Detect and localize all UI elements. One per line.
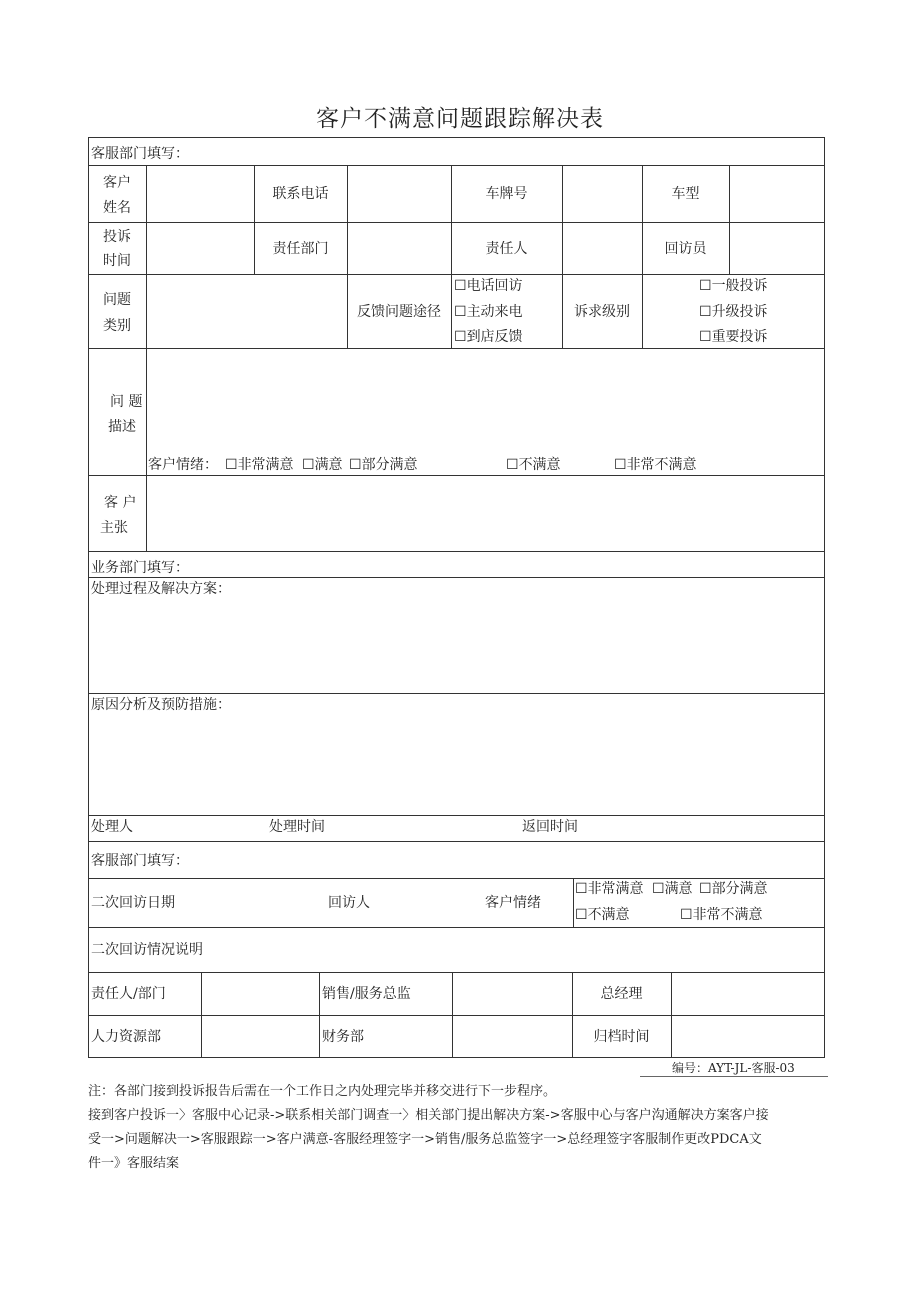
grid-line [88,222,825,223]
checkbox-icon [699,329,712,345]
checkbox-label: 部分满意 [361,457,418,473]
checkbox-icon [699,304,712,320]
checkbox-label: 不满意 [587,907,630,923]
grid-line [88,693,825,694]
grid-line [88,841,825,842]
checkbox-icon [699,881,712,897]
grid-line [88,137,825,138]
note-line: 接到客户投诉一〉客服中心记录->联系相关部门调查一〉相关部门提出解决方案->客服中心与客户沟通解决方案客户接 [88,1108,769,1123]
grid-line [146,165,147,551]
section-header-cs: 客服部门填写： [91,146,189,162]
label-resp-dept: 责任部门 [272,241,329,257]
grid-line [824,137,825,1058]
label-second-visit-explain: 二次回访情况说明 [91,942,203,958]
section-header-biz: 业务部门填写： [91,560,189,576]
form-code: 编号：AYT-JL-客服-03 [672,1061,795,1075]
checkbox-icon [652,881,665,897]
second-emotion-satisfied[interactable] [652,879,693,899]
label-resp-person: 责任人 [485,241,528,257]
grid-line [671,972,672,1057]
grid-line [319,972,320,1057]
grid-line [88,551,825,552]
checkbox-major-complaint[interactable] [699,327,768,347]
label-return-time: 返回时间 [522,819,578,835]
checkbox-label: 满意 [664,881,693,897]
checkbox-label: 一般投诉 [711,278,768,294]
grid-line [88,475,825,476]
label-problem-type-1: 问题 [103,292,131,308]
emotion-partly-satisfied[interactable] [349,455,418,475]
label-handler: 处理人 [91,819,133,835]
note-line: 件一》客服结案 [88,1156,180,1171]
label-second-emotion: 客户情绪 [485,895,541,911]
checkbox-icon [454,329,467,345]
label-hr: 人力资源部 [91,1029,161,1045]
checkbox-phone-visit[interactable] [454,276,523,296]
label-visitor: 回访员 [664,241,707,257]
checkbox-label: 重要投诉 [711,329,768,345]
checkbox-label: 部分满意 [711,881,768,897]
checkbox-label: 非常满意 [587,881,644,897]
note-line: 注：各部门接到投诉报告后需在一个工作日之内处理完毕并移交进行下一步程序。 [88,1084,557,1099]
checkbox-label: 主动来电 [466,304,523,320]
label-claim-1: 客 户 [104,495,137,511]
checkbox-label: 不满意 [518,457,561,473]
label-second-visit-person: 回访人 [328,895,370,911]
checkbox-general-complaint[interactable] [699,276,768,296]
checkbox-icon [302,457,315,473]
checkbox-label: 非常不满意 [626,457,697,473]
grid-line [88,815,825,816]
label-description-2: 描述 [108,419,136,435]
emotion-very-unsatisfied[interactable] [614,455,697,475]
grid-line [88,137,89,1058]
grid-line [573,878,574,927]
emotion-very-satisfied[interactable] [225,455,294,475]
label-description-1: 问 题 [110,394,143,410]
label-resp-dept-sign: 责任人/部门 [91,986,166,1002]
checkbox-icon [680,907,693,923]
grid-line [88,577,825,578]
checkbox-label: 升级投诉 [711,304,768,320]
label-sales-director: 销售/服务总监 [322,986,411,1002]
checkbox-icon [454,278,467,294]
label-claim-2: 主张 [100,520,128,536]
page-title: 客户不满意问题跟踪解决表 [316,106,604,132]
checkbox-icon [349,457,362,473]
label-model: 车型 [671,186,700,202]
checkbox-escalated-complaint[interactable] [699,302,768,322]
label-process: 处理过程及解决方案： [91,581,231,597]
label-complaint-time-1: 投诉 [103,229,131,245]
checkbox-icon [575,907,588,923]
label-second-visit-date: 二次回访日期 [91,895,175,911]
label-finance: 财务部 [322,1029,364,1045]
checkbox-icon [699,278,712,294]
checkbox-label: 到店反馈 [466,329,523,345]
note-line: 受一>问题解决一>客服跟踪一>客户满意-客服经理签字一>销售/服务总监签字一>总经理签字客服制作更改PDCA文 [88,1132,762,1147]
label-problem-type-2: 类别 [103,318,131,334]
checkbox-active-call[interactable] [454,302,523,322]
checkbox-icon [225,457,238,473]
label-plate: 车牌号 [485,186,528,202]
second-emotion-partly-satisfied[interactable] [699,879,768,899]
grid-line [88,1057,825,1058]
second-emotion-very-satisfied[interactable] [575,879,644,899]
checkbox-icon [454,304,467,320]
label-archive-time: 归档时间 [593,1029,650,1045]
label-phone: 联系电话 [272,186,329,202]
grid-line [88,1015,825,1016]
grid-line [88,972,825,973]
second-emotion-unsatisfied[interactable] [575,905,630,925]
second-emotion-very-unsatisfied[interactable] [680,905,763,925]
label-customer-name-2: 姓名 [103,200,131,216]
grid-line [201,972,202,1057]
grid-line [88,274,825,275]
grid-line [729,165,730,274]
grid-line [452,972,453,1057]
label-feedback-channel: 反馈问题途径 [357,304,441,320]
label-appeal-level: 诉求级别 [574,304,630,320]
label-handle-time: 处理时间 [269,819,325,835]
checkbox-label: 满意 [314,457,343,473]
label-cause: 原因分析及预防措施： [91,697,231,713]
grid-line [88,927,825,928]
checkbox-icon [575,881,588,897]
emotion-label: 客户情绪： [148,457,218,473]
checkbox-icon [506,457,519,473]
label-general-manager: 总经理 [600,986,643,1002]
checkbox-label: 非常满意 [237,457,294,473]
section-header-cs2: 客服部门填写： [91,853,189,869]
emotion-satisfied[interactable] [302,455,343,475]
emotion-unsatisfied[interactable] [506,455,561,475]
grid-line [88,165,825,166]
checkbox-icon [614,457,627,473]
checkbox-label: 电话回访 [466,278,523,294]
label-customer-name-1: 客户 [103,175,131,191]
grid-line [88,348,825,349]
checkbox-store-feedback[interactable] [454,327,523,347]
code-underline [640,1076,828,1077]
label-complaint-time-2: 时间 [103,253,131,269]
checkbox-label: 非常不满意 [692,907,763,923]
